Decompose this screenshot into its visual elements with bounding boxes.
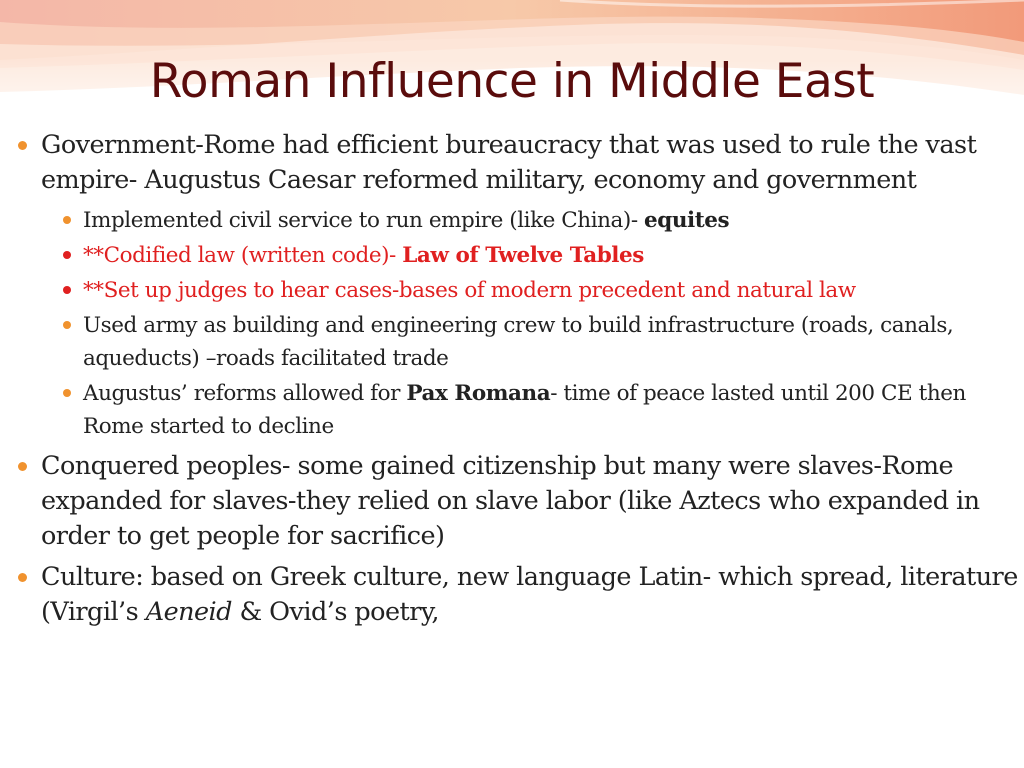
bullet-list: [18, 128, 1018, 636]
bullet-bold-term: Pax Romana: [406, 381, 551, 406]
list-item: [18, 449, 1018, 554]
bullet-text: Implemented civil service to run empire (like China)-: [83, 208, 645, 233]
bullet-bold-term: equites: [644, 208, 730, 233]
bullet-dot-icon: [63, 321, 71, 329]
bullet-text-rest: - time of peace lasted until 200 CE then Rome started to decline: [83, 381, 966, 439]
bullet-text: **Set up judges to hear cases-bases of modern precedent and natural law: [83, 278, 856, 303]
list-item: [63, 239, 1018, 272]
bullet-text-rest: & Ovid’s poetry,: [231, 597, 439, 627]
list-item: [63, 274, 1018, 307]
bullet-dot-icon: [18, 462, 27, 471]
bullet-italic-term: Aeneid: [145, 597, 232, 627]
bullet-text: Government-Rome had efficient bureaucracy that was used to rule the vast empire- Augustus Caesar reformed military, economy and government: [41, 130, 977, 195]
list-item: [63, 377, 1018, 443]
bullet-text: Used army as building and engineering crew to build infrastructure (roads, canals, aqueducts) –roads facilitated trade: [83, 313, 954, 371]
bullet-dot-icon: [63, 251, 71, 259]
bullet-dot-icon: [18, 141, 27, 150]
bullet-bold-term: Law of Twelve Tables: [402, 243, 644, 268]
bullet-text: Culture: based on Greek culture, new language Latin- which spread, literature (Virgil’s: [41, 562, 1018, 627]
bullet-dot-icon: [63, 216, 71, 224]
slide-title: Roman Influence in Middle East: [149, 54, 875, 109]
bullet-text: Augustus’ reforms allowed for: [83, 381, 407, 406]
bullet-dot-icon: [63, 286, 71, 294]
bullet-dot-icon: [63, 389, 71, 397]
list-item: [18, 560, 1018, 630]
list-item: [63, 309, 1018, 375]
bullet-text: **Codified law (written code)-: [83, 243, 403, 268]
list-item: [63, 204, 1018, 237]
list-item: [18, 128, 1018, 198]
bullet-dot-icon: [18, 573, 27, 582]
bullet-text: Conquered peoples- some gained citizenship but many were slaves-Rome expanded for slaves-they relied on slave labor (like Aztecs who expanded in order to get people for sacrifice): [41, 451, 980, 551]
